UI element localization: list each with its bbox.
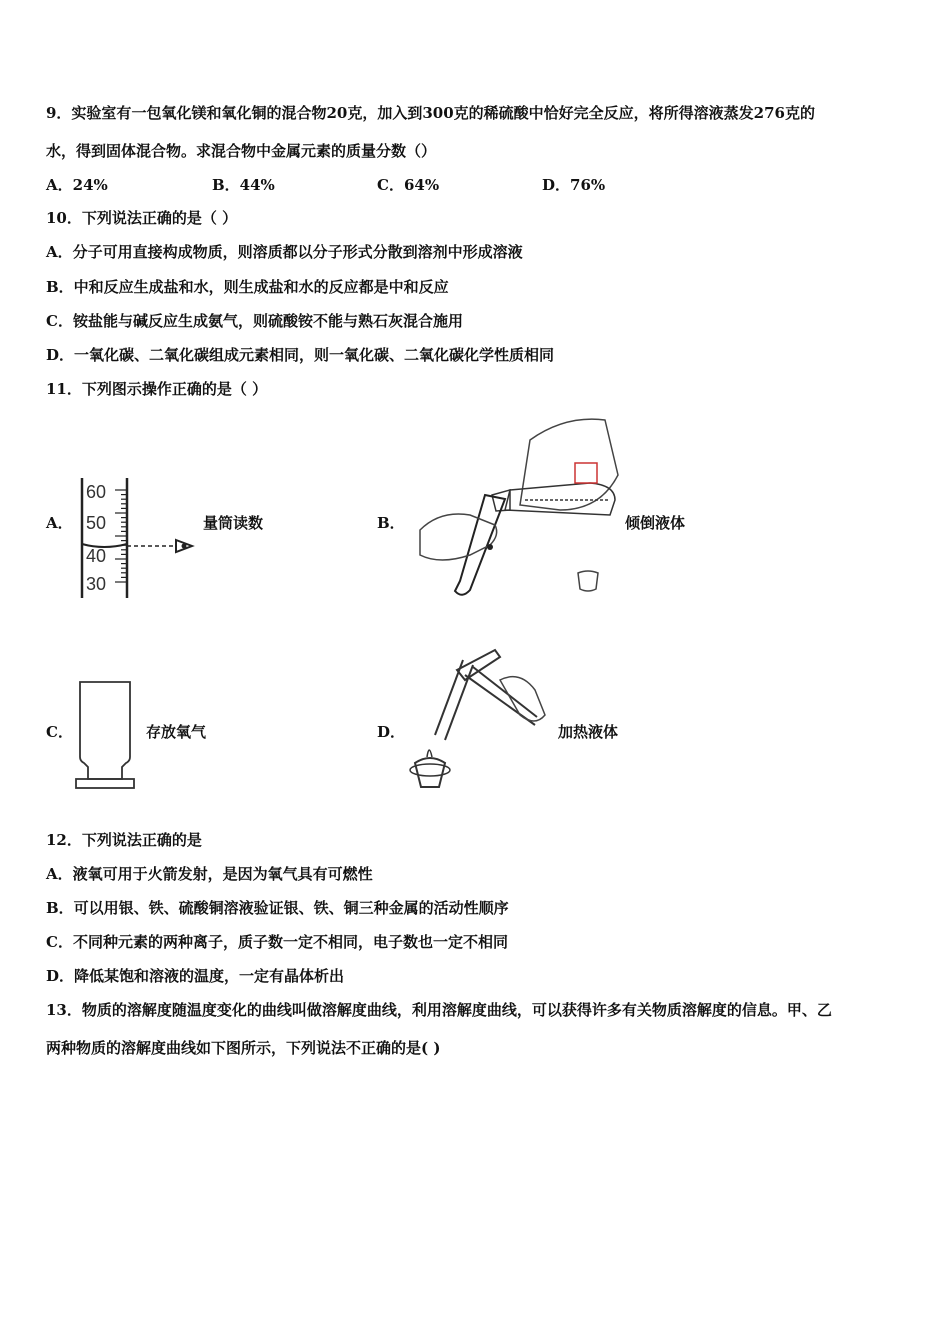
q12-stem: 12．下列说法正确的是 (46, 831, 202, 849)
q12-option-a: A．液氧可用于火箭发射，是因为氧气具有可燃性 (46, 865, 373, 883)
q13-stem-line2: 两种物质的溶解度曲线如下图所示，下列说法不正确的是( ) (46, 1039, 441, 1057)
q12-option-d: D．降低某饱和溶液的温度，一定有晶体析出 (46, 967, 345, 985)
q10-option-c: C．铵盐能与碱反应生成氨气，则硫酸铵不能与熟石灰混合施用 (46, 312, 463, 330)
q10-option-d: D．一氧化碳、二氧化碳组成元素相同，则一氧化碳、二氧化碳化学性质相同 (46, 346, 555, 364)
q11-option-a-caption: 量筒读数 (203, 514, 264, 532)
q10-option-b: B．中和反应生成盐和水，则生成盐和水的反应都是中和反应 (46, 278, 449, 296)
gas-jar-figure (72, 675, 142, 795)
pouring-liquid-figure (410, 415, 625, 600)
q9-option-a: A．24% (46, 176, 108, 194)
q12-option-c: C．不同种元素的两种离子，质子数一定不相同，电子数也一定不相同 (46, 933, 508, 951)
q13-stem-line1: 13．物质的溶解度随温度变化的曲线叫做溶解度曲线，利用溶解度曲线，可以获得许多有关物质溶解度的信息。甲、乙 (46, 1001, 832, 1019)
q11-stem: 11．下列图示操作正确的是（ ） (46, 380, 268, 398)
q9-stem-line1: 9．实验室有一包氧化镁和氧化铜的混合物20克，加入到300克的稀硫酸中恰好完全反应，将所得溶液蒸发276克的 (46, 104, 815, 122)
q9-option-c: C．64% (377, 176, 440, 194)
q11-option-b-label: B． (377, 514, 405, 532)
q10-stem: 10．下列说法正确的是（ ） (46, 209, 238, 227)
q9-stem-line2: 水，得到固体混合物。求混合物中金属元素的质量分数（） (46, 142, 437, 160)
eye-icon (176, 540, 192, 552)
q11-option-d-caption: 加热液体 (558, 723, 619, 741)
q11-option-c-caption: 存放氧气 (146, 723, 207, 741)
q11-option-c-label: C． (46, 723, 73, 741)
graduated-cylinder-figure (76, 470, 206, 605)
cylinder-tick-30: 30 (86, 574, 107, 594)
q12-option-b: B．可以用银、铁、硫酸铜溶液验证银、铁、铜三种金属的活动性顺序 (46, 899, 509, 917)
q9-option-d: D．76% (542, 176, 606, 194)
cylinder-tick-40: 40 (86, 546, 107, 566)
q11-option-d-label: D． (377, 723, 406, 741)
q9-option-b: B．44% (212, 176, 275, 194)
q11-option-a-label: A． (46, 514, 73, 532)
heating-liquid-figure (405, 645, 555, 795)
q11-option-b-caption: 倾倒液体 (625, 514, 686, 532)
q10-option-a: A．分子可用直接构成物质，则溶质都以分子形式分散到溶剂中形成溶液 (46, 243, 523, 261)
cylinder-tick-60: 60 (86, 482, 107, 502)
cylinder-tick-50: 50 (86, 513, 107, 533)
